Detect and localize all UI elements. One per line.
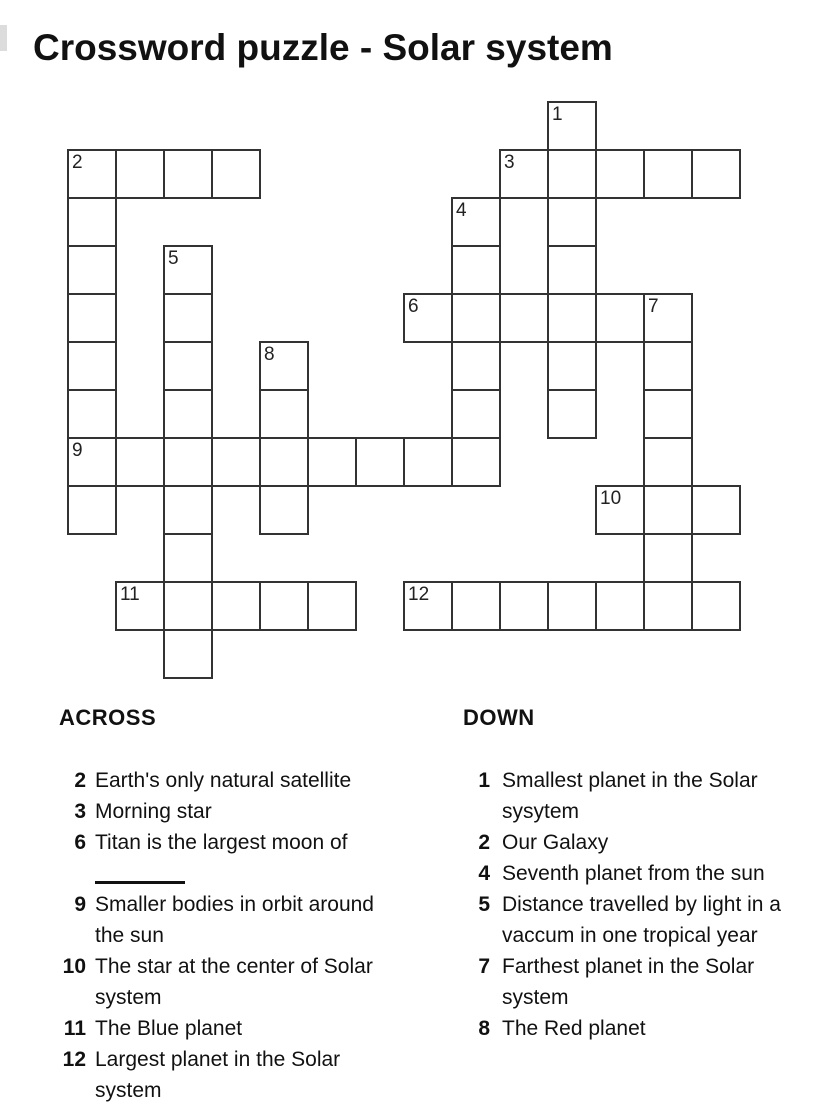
down-clue-list	[462, 765, 781, 1044]
grid-cell-r8-c0[interactable]	[67, 485, 117, 535]
cell-number: 3	[504, 152, 515, 173]
clue-number: 3	[74, 800, 86, 823]
grid-cell-r4-c0[interactable]	[67, 293, 117, 343]
grid-cell-r1-c12[interactable]	[643, 149, 693, 199]
down-header: DOWN	[463, 705, 535, 730]
across-clue-6	[56, 827, 374, 889]
grid-cell-r10-c2[interactable]	[163, 581, 213, 631]
clue-text-line: vaccum in one tropical year	[502, 924, 758, 947]
grid-cell-r4-c8[interactable]	[451, 293, 501, 343]
grid-cell-r6-c12[interactable]	[643, 389, 693, 439]
cell-number: 4	[456, 200, 467, 221]
clue-text	[95, 889, 374, 951]
grid-cell-r1-c13[interactable]	[691, 149, 741, 199]
cell-number: 1	[552, 104, 563, 125]
across-clue-11	[56, 1013, 374, 1044]
clue-number: 2	[478, 831, 490, 854]
grid-cell-r8-c11[interactable]	[595, 485, 645, 535]
clue-text-line: the sun	[95, 924, 164, 947]
across-clue-9	[56, 889, 374, 951]
grid-cell-r1-c1[interactable]	[115, 149, 165, 199]
clue-text-line: Largest planet in the Solar	[95, 1048, 341, 1071]
grid-cell-r8-c4[interactable]	[259, 485, 309, 535]
grid-cell-r2-c0[interactable]	[67, 197, 117, 247]
grid-cell-r3-c0[interactable]	[67, 245, 117, 295]
grid-cell-r10-c8[interactable]	[451, 581, 501, 631]
clue-text	[95, 951, 373, 1013]
clue-text-line: Seventh planet from the sun	[502, 862, 765, 885]
clue-text	[95, 1044, 340, 1106]
grid-cell-r6-c0[interactable]	[67, 389, 117, 439]
across-clue-10	[56, 951, 374, 1013]
clue-number: 1	[478, 769, 490, 792]
grid-cell-r7-c2[interactable]	[163, 437, 213, 487]
clue-text	[502, 951, 754, 1013]
grid-cell-r5-c12[interactable]	[643, 341, 693, 391]
clue-text	[502, 765, 758, 827]
clue-number: 11	[63, 1017, 86, 1040]
grid-cell-r7-c0[interactable]	[67, 437, 117, 487]
cell-number: 5	[168, 248, 179, 269]
grid-cell-r5-c2[interactable]	[163, 341, 213, 391]
cell-number: 12	[408, 584, 430, 605]
clue-text-line: Morning star	[95, 800, 212, 823]
grid-cell-r10-c3[interactable]	[211, 581, 261, 631]
across-clue-list	[56, 765, 374, 1106]
clue-text-line: The star at the center of Solar	[95, 955, 373, 978]
grid-cell-r7-c6[interactable]	[355, 437, 405, 487]
clue-text	[95, 827, 348, 889]
clue-number: 2	[74, 769, 86, 792]
clue-text	[502, 889, 781, 951]
clue-blank-line	[95, 858, 348, 889]
clue-number: 9	[74, 893, 86, 916]
grid-cell-r5-c8[interactable]	[451, 341, 501, 391]
clue-text-line: Smallest planet in the Solar	[502, 769, 758, 792]
clue-number: 7	[478, 955, 490, 978]
clue-text	[95, 765, 351, 796]
grid-cell-r6-c10[interactable]	[547, 389, 597, 439]
clue-number: 5	[478, 893, 490, 916]
clue-number: 10	[62, 955, 86, 978]
grid-cell-r6-c8[interactable]	[451, 389, 501, 439]
grid-cell-r6-c2[interactable]	[163, 389, 213, 439]
grid-cell-r1-c11[interactable]	[595, 149, 645, 199]
grid-cell-r10-c1[interactable]	[115, 581, 165, 631]
grid-cell-r11-c2[interactable]	[163, 629, 213, 679]
clue-text	[95, 796, 212, 827]
clue-number: 12	[62, 1048, 86, 1071]
clue-number: 6	[74, 831, 86, 854]
clue-text-line: Earth's only natural satellite	[95, 769, 352, 792]
clue-text-line: The Red planet	[502, 1017, 646, 1040]
clue-text-line: Distance travelled by light in a	[502, 893, 781, 916]
grid-cell-r0-c10[interactable]	[547, 101, 597, 151]
grid-cell-r2-c8[interactable]	[451, 197, 501, 247]
grid-cell-r8-c12[interactable]	[643, 485, 693, 535]
grid-cell-r2-c10[interactable]	[547, 197, 597, 247]
cell-number: 9	[72, 440, 83, 461]
grid-cell-r6-c4[interactable]	[259, 389, 309, 439]
clue-text-line: Smaller bodies in orbit around	[95, 893, 374, 916]
grid-cell-r4-c9[interactable]	[499, 293, 549, 343]
clue-text-line: Our Galaxy	[502, 831, 609, 854]
cell-number: 2	[72, 152, 83, 173]
across-header: ACROSS	[59, 705, 157, 730]
grid-cell-r7-c5[interactable]	[307, 437, 357, 487]
clue-text-line: sysytem	[502, 800, 580, 823]
down-clue-7	[462, 951, 781, 1013]
grid-cell-r10-c10[interactable]	[547, 581, 597, 631]
cell-number: 6	[408, 296, 419, 317]
grid-cell-r1-c9[interactable]	[499, 149, 549, 199]
cell-number: 7	[648, 296, 659, 317]
cell-number: 11	[120, 584, 140, 605]
grid-cell-r10-c13[interactable]	[691, 581, 741, 631]
grid-cell-r8-c13[interactable]	[691, 485, 741, 535]
clue-text-line: The Blue planet	[95, 1017, 243, 1040]
clue-text	[95, 1013, 242, 1044]
grid-cell-r1-c10[interactable]	[547, 149, 597, 199]
grid-cell-r4-c7[interactable]	[403, 293, 453, 343]
clue-number: 8	[478, 1017, 490, 1040]
cell-number: 10	[600, 488, 622, 509]
across-clue-2	[56, 765, 374, 796]
grid-cell-r4-c11[interactable]	[595, 293, 645, 343]
page-title: Crossword puzzle - Solar system	[33, 27, 613, 68]
grid-cell-r7-c7[interactable]	[403, 437, 453, 487]
clue-text-line: Farthest planet in the Solar	[502, 955, 755, 978]
grid-cell-r4-c2[interactable]	[163, 293, 213, 343]
across-clue-3	[56, 796, 374, 827]
grid-cell-r7-c3[interactable]	[211, 437, 261, 487]
grid-cell-r4-c10[interactable]	[547, 293, 597, 343]
grid-cell-r10-c11[interactable]	[595, 581, 645, 631]
clue-text-line: Titan is the largest moon of	[95, 831, 348, 854]
grid-cell-r10-c4[interactable]	[259, 581, 309, 631]
clue-text-line: system	[95, 986, 162, 1009]
grid-cell-r5-c0[interactable]	[67, 341, 117, 391]
grid-cell-r5-c4[interactable]	[259, 341, 309, 391]
grid-cell-r10-c5[interactable]	[307, 581, 357, 631]
down-clue-8	[462, 1013, 781, 1044]
grid-cell-r7-c4[interactable]	[259, 437, 309, 487]
grid-cell-r3-c10[interactable]	[547, 245, 597, 295]
grid-cell-r7-c1[interactable]	[115, 437, 165, 487]
grid-cell-r7-c12[interactable]	[643, 437, 693, 487]
down-clue-2	[462, 827, 781, 858]
grid-cell-r1-c3[interactable]	[211, 149, 261, 199]
grid-cell-r7-c8[interactable]	[451, 437, 501, 487]
grid-cell-r1-c2[interactable]	[163, 149, 213, 199]
grid-cell-r5-c10[interactable]	[547, 341, 597, 391]
clue-number: 4	[478, 862, 490, 885]
grid-cell-r8-c2[interactable]	[163, 485, 213, 535]
clue-text-line: system	[502, 986, 569, 1009]
grid-cell-r10-c9[interactable]	[499, 581, 549, 631]
grid-cell-r3-c2[interactable]	[163, 245, 213, 295]
cell-number: 8	[264, 344, 275, 365]
down-clue-1	[462, 765, 781, 827]
clue-text	[502, 858, 765, 889]
down-clue-5	[462, 889, 781, 951]
grid-cell-r9-c12[interactable]	[643, 533, 693, 583]
grid-cell-r4-c12[interactable]	[643, 293, 693, 343]
down-clue-4	[462, 858, 781, 889]
grid-cell-r3-c8[interactable]	[451, 245, 501, 295]
grid-cell-r9-c2[interactable]	[163, 533, 213, 583]
grid-cell-r1-c0[interactable]	[67, 149, 117, 199]
grid-cell-r10-c12[interactable]	[643, 581, 693, 631]
across-clue-12	[56, 1044, 374, 1106]
blank-underline	[95, 858, 185, 884]
clue-text-line: system	[95, 1079, 162, 1102]
grid-cell-r10-c7[interactable]	[403, 581, 453, 631]
clue-text	[502, 827, 608, 858]
clue-text	[502, 1013, 646, 1044]
